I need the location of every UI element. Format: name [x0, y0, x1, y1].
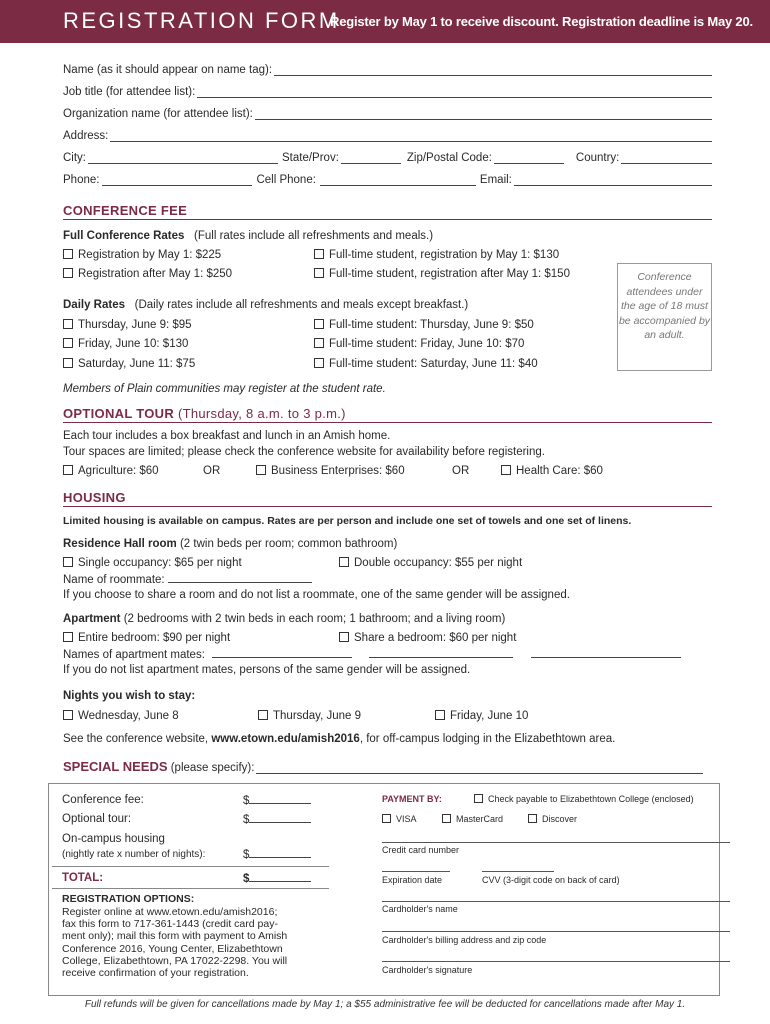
reg-options-line: ment only); mail this form with payment to Amish — [62, 930, 288, 943]
tour-option-business[interactable] — [256, 465, 405, 477]
housing-fee-sub: (nightly rate x number of nights): — [62, 849, 206, 860]
website-post: , for off-campus lodging in the Elizabethtown area. — [359, 733, 616, 745]
housing-fee-field[interactable] — [249, 848, 311, 858]
daily-rates-heading — [63, 299, 468, 311]
option-label: Thursday, June 9 — [273, 710, 362, 722]
header-bar — [0, 0, 770, 43]
job-field[interactable] — [197, 87, 712, 98]
option-label: VISA — [396, 814, 417, 824]
tour-option-health[interactable] — [501, 465, 603, 477]
phone-label: Phone: — [63, 174, 100, 186]
special-needs-title: SPECIAL NEEDS — [63, 759, 168, 774]
option-label: Saturday, June 11: $75 — [78, 358, 196, 370]
apt-option-entire[interactable] — [63, 632, 230, 644]
holder-name-field[interactable] — [382, 901, 730, 902]
checkbox[interactable] — [63, 249, 73, 259]
full-option-4[interactable] — [314, 268, 570, 280]
reg-options-title: REGISTRATION OPTIONS: — [62, 893, 195, 905]
conference-fee-title: CONFERENCE FEE — [63, 203, 188, 218]
total-label: TOTAL: — [62, 872, 104, 884]
payment-visa-option[interactable] — [382, 814, 417, 824]
tour-option-agriculture[interactable] — [63, 465, 159, 477]
state-field[interactable] — [341, 154, 401, 164]
daily-rates-note: (Daily rates include all refreshments and meals except breakfast.) — [134, 299, 469, 311]
checkbox[interactable] — [339, 632, 349, 642]
dollar-sign: $ — [243, 814, 250, 826]
checkbox[interactable] — [258, 710, 268, 720]
residence-label: Residence Hall room — [63, 538, 177, 550]
refund-policy-footer: Full refunds will be given for cancellations made by May 1; a $55 administrative fee will be deducted for cancellations made after May 1. — [84, 999, 686, 1010]
name-field[interactable] — [274, 65, 712, 76]
residence-note: (2 twin beds per room; common bathroom) — [179, 538, 398, 550]
roommate-label: Name of roommate: — [63, 574, 165, 586]
checkbox[interactable] — [63, 710, 73, 720]
holder-address-label: Cardholder's billing address and zip code — [382, 935, 547, 945]
night-option-wed[interactable] — [63, 710, 179, 722]
apt-option-share[interactable] — [339, 632, 516, 644]
checkbox[interactable] — [63, 319, 73, 329]
option-label: Full-time student, registration by May 1: $130 — [329, 249, 560, 261]
city-row — [63, 152, 712, 164]
email-label: Email: — [479, 174, 512, 186]
daily-option-2[interactable] — [314, 319, 534, 331]
option-label: Entire bedroom: $90 per night — [78, 632, 231, 644]
housing-fee-label: On-campus housing — [62, 833, 165, 845]
checkbox[interactable] — [63, 632, 73, 642]
checkbox[interactable] — [314, 268, 324, 278]
payment-check-option[interactable] — [474, 794, 694, 804]
payment-discover-option[interactable] — [528, 814, 577, 824]
option-label: Health Care: $60 — [516, 465, 603, 477]
holder-signature-label: Cardholder's signature — [382, 965, 473, 975]
housing-heading — [63, 490, 712, 507]
address-row — [63, 130, 712, 142]
checkbox[interactable] — [442, 814, 451, 823]
holder-signature-field[interactable] — [382, 961, 730, 962]
aptmates-note: If you do not list apartment mates, persons of the same gender will be assigned. — [63, 664, 471, 676]
checkbox[interactable] — [256, 465, 266, 475]
org-row — [63, 108, 712, 120]
tour-title: OPTIONAL TOUR — [63, 406, 175, 421]
apartment-label: Apartment — [63, 613, 121, 625]
conf-fee-amount — [243, 794, 311, 807]
option-label: Full-time student, registration after May 1: $150 — [329, 268, 570, 280]
full-option-2[interactable] — [314, 249, 559, 261]
total-amount — [243, 872, 311, 885]
state-label: State/Prov: — [282, 152, 339, 164]
form-title: REGISTRATION FORM — [63, 8, 340, 33]
website-link[interactable]: www.etown.edu/amish2016 — [211, 733, 360, 745]
payment-by-title: PAYMENT BY: — [382, 794, 442, 804]
checkbox[interactable] — [63, 557, 73, 567]
address-field[interactable] — [110, 131, 712, 142]
conference-fee-heading — [63, 203, 712, 220]
website-note — [63, 733, 615, 745]
night-option-thu[interactable] — [258, 710, 361, 722]
checkbox[interactable] — [63, 338, 73, 348]
roommate-field[interactable] — [168, 573, 312, 583]
cell-label: Cell Phone: — [256, 174, 316, 186]
option-label: Registration after May 1: $250 — [78, 268, 233, 280]
conf-fee-field[interactable] — [249, 794, 311, 804]
daily-option-1[interactable] — [63, 319, 192, 331]
tour-or-2: OR — [452, 465, 470, 477]
tour-or-1: OR — [203, 465, 221, 477]
zip-label: Zip/Postal Code: — [406, 152, 492, 164]
aptmates-label: Names of apartment mates: — [63, 649, 205, 661]
nights-heading: Nights you wish to stay: — [63, 690, 196, 702]
aptmate-field-3[interactable] — [531, 648, 681, 658]
plain-communities-note: Members of Plain communities may register at the student rate. — [63, 383, 386, 395]
tour-fee-field[interactable] — [249, 813, 311, 823]
tour-line-1: Each tour includes a box breakfast and lunch in an Amish home. — [63, 430, 391, 442]
daily-rates-label: Daily Rates — [63, 299, 126, 311]
cc-number-field[interactable] — [382, 842, 730, 843]
special-needs-row — [63, 759, 703, 774]
daily-option-4[interactable] — [314, 338, 524, 350]
option-label: Full-time student: Saturday, June 11: $40 — [329, 358, 538, 370]
holder-address-field[interactable] — [382, 931, 730, 932]
tour-fee-amount — [243, 813, 311, 826]
housing-intro: Limited housing is available on campus. Rates are per person and include one set of towels and one set of linens. — [63, 515, 632, 527]
email-field[interactable] — [514, 175, 712, 186]
address-label: Address: — [63, 130, 109, 142]
dollar-sign: $ — [243, 795, 250, 807]
city-field[interactable] — [88, 154, 278, 164]
zip-field[interactable] — [494, 154, 564, 164]
checkbox[interactable] — [63, 358, 73, 368]
checkbox[interactable] — [339, 557, 349, 567]
full-option-3[interactable] — [63, 268, 232, 280]
cell-field[interactable] — [320, 176, 476, 186]
res-option-double[interactable] — [339, 557, 522, 569]
option-label: Double occupancy: $55 per night — [354, 557, 523, 569]
checkbox[interactable] — [474, 794, 483, 803]
option-label: Friday, June 10: $130 — [78, 338, 189, 350]
option-label: Full-time student: Friday, June 10: $70 — [329, 338, 525, 350]
apartment-heading — [63, 613, 505, 625]
city-label: City: — [63, 152, 86, 164]
checkbox[interactable] — [314, 358, 324, 368]
full-rates-label: Full Conference Rates — [63, 230, 185, 242]
aptmate-field-2[interactable] — [369, 648, 513, 658]
housing-title: HOUSING — [63, 490, 126, 505]
option-label: MasterCard — [456, 814, 504, 824]
org-field[interactable] — [255, 109, 712, 120]
res-option-single[interactable] — [63, 557, 242, 569]
dollar-sign: $ — [243, 849, 250, 861]
phone-row — [63, 174, 712, 186]
option-label: Agriculture: $60 — [78, 465, 159, 477]
checkbox[interactable] — [528, 814, 537, 823]
checkbox[interactable] — [435, 710, 445, 720]
cvv-field[interactable] — [482, 871, 554, 872]
special-needs-field[interactable] — [256, 763, 703, 774]
option-label: Friday, June 10 — [450, 710, 529, 722]
reg-options-line: receive confirmation of your registration. — [62, 967, 249, 980]
country-field[interactable] — [621, 153, 712, 164]
daily-option-5[interactable] — [63, 358, 195, 370]
tour-line-2: Tour spaces are limited; please check the conference website for availability before registering. — [63, 446, 545, 458]
option-label: Business Enterprises: $60 — [271, 465, 405, 477]
reg-options-line: fax this form to 717-361-1443 (credit card pay- — [62, 918, 278, 931]
option-label: Thursday, June 9: $95 — [78, 319, 192, 331]
expiration-label: Expiration date — [382, 875, 443, 885]
tour-fee-label: Optional tour: — [62, 813, 132, 825]
job-label: Job title (for attendee list): — [63, 86, 196, 98]
cvv-label: CVV (3-digit code on back of card) — [482, 875, 620, 885]
checkbox[interactable] — [314, 319, 324, 329]
checkbox[interactable] — [63, 465, 73, 475]
option-label: Single occupancy: $65 per night — [78, 557, 242, 569]
reg-options-line: College, Elizabethtown, PA 17022-2298. You will — [62, 954, 288, 967]
checkbox[interactable] — [501, 465, 511, 475]
dollar-sign: $ — [243, 873, 250, 885]
job-row — [63, 86, 712, 98]
tour-subtitle: (Thursday, 8 a.m. to 3 p.m.) — [177, 406, 346, 421]
aptmates-row — [63, 648, 681, 661]
name-label: Name (as it should appear on name tag): — [63, 64, 273, 76]
option-label: Share a bedroom: $60 per night — [354, 632, 517, 644]
daily-option-6[interactable] — [314, 358, 538, 370]
full-option-1[interactable] — [63, 249, 221, 261]
reg-options-line: Conference 2016, Young Center, Elizabethtown — [62, 942, 283, 955]
roommate-row — [63, 573, 312, 586]
holder-name-label: Cardholder's name — [382, 904, 458, 914]
phone-field[interactable] — [102, 176, 252, 186]
checkbox[interactable] — [314, 249, 324, 259]
option-label: Registration by May 1: $225 — [78, 249, 222, 261]
option-label: Check payable to Elizabethtown College (enclosed) — [488, 794, 694, 804]
special-needs-sub: (please specify): — [170, 762, 255, 774]
total-divider — [52, 888, 329, 889]
deadline-note: Register by May 1 to receive discount. Registration deadline is May 20. — [330, 14, 753, 29]
age-note-box: Conference attendees under the age of 18 must be accompanied by an adult. — [617, 263, 712, 371]
checkbox[interactable] — [314, 338, 324, 348]
cc-number-label: Credit card number — [382, 845, 460, 855]
total-field[interactable] — [249, 872, 311, 882]
website-pre: See the conference website, — [63, 733, 209, 745]
org-label: Organization name (for attendee list): — [63, 108, 253, 120]
reg-options-text — [62, 906, 287, 979]
expiration-field[interactable] — [382, 871, 450, 872]
option-label: Wednesday, June 8 — [78, 710, 179, 722]
aptmate-field-1[interactable] — [212, 648, 352, 658]
reg-options-line: Register online at www.etown.edu/amish2016; — [62, 906, 278, 918]
option-label: Full-time student: Thursday, June 9: $50 — [329, 319, 534, 331]
checkbox[interactable] — [382, 814, 391, 823]
optional-tour-heading — [63, 406, 712, 423]
checkbox[interactable] — [63, 268, 73, 278]
apartment-note: (2 bedrooms with 2 twin beds in each room; 1 bathroom; and a living room) — [123, 613, 506, 625]
residence-hall-heading — [63, 538, 397, 550]
full-rates-heading — [63, 230, 433, 242]
conf-fee-label: Conference fee: — [62, 794, 144, 806]
daily-option-3[interactable] — [63, 338, 188, 350]
night-option-fri[interactable] — [435, 710, 528, 722]
option-label: Discover — [542, 814, 578, 824]
totals-divider — [52, 866, 329, 867]
country-label: Country: — [575, 152, 620, 164]
housing-fee-amount — [243, 848, 311, 861]
payment-mastercard-option[interactable] — [442, 814, 503, 824]
roommate-note: If you choose to share a room and do not list a roommate, one of the same gender will be assigned. — [63, 589, 570, 601]
name-row — [63, 64, 712, 76]
full-rates-note: (Full rates include all refreshments and meals.) — [194, 230, 434, 242]
